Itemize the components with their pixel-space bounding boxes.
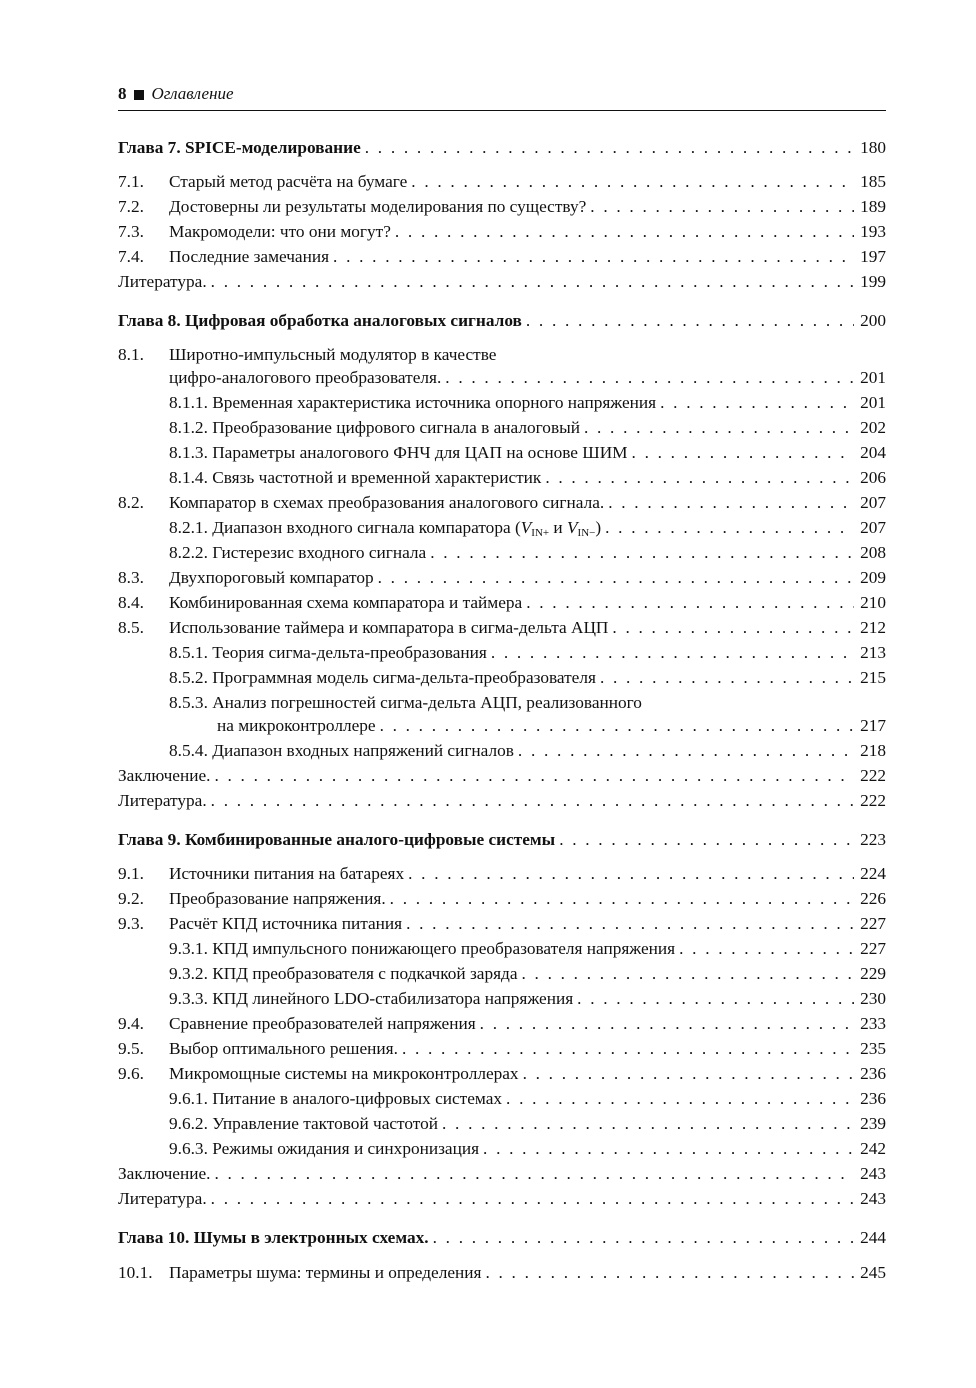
entry-line bbox=[118, 789, 886, 813]
page-number: 245 bbox=[860, 1263, 886, 1282]
dot-leader bbox=[523, 1062, 855, 1086]
entry-line bbox=[118, 270, 886, 294]
dot-leader bbox=[526, 591, 854, 615]
dot-leader bbox=[483, 1137, 854, 1161]
entry-title: Литература. bbox=[118, 791, 207, 810]
page-number: 218 bbox=[860, 741, 886, 760]
page-number: 197 bbox=[860, 247, 886, 266]
entry-line bbox=[169, 245, 886, 269]
dot-leader bbox=[605, 516, 854, 540]
entry-title: Глава 10. Шумы в электронных схемах. bbox=[118, 1228, 429, 1247]
entry-line bbox=[169, 195, 886, 219]
dot-leader bbox=[506, 1087, 854, 1111]
section-number: 7.1. bbox=[118, 172, 144, 191]
square-bullet-icon bbox=[134, 90, 144, 100]
dot-leader bbox=[600, 666, 854, 690]
entry-title: 8.1.3. Параметры аналогового ФНЧ для ЦАП на основе ШИМ bbox=[169, 443, 628, 462]
entry-line bbox=[169, 739, 886, 763]
entry-line bbox=[169, 641, 886, 665]
entry-title: 8.2.2. Гистерезис входного сигнала bbox=[169, 543, 427, 562]
dot-leader bbox=[402, 1037, 854, 1061]
page-number: 227 bbox=[860, 914, 886, 933]
toc-chapter-entry[interactable] bbox=[118, 136, 886, 160]
toc-entry[interactable] bbox=[118, 270, 886, 294]
toc-entry[interactable] bbox=[118, 170, 886, 194]
entry-line bbox=[169, 937, 886, 961]
entry-title: 8.5.4. Диапазон входных напряжений сигналов bbox=[169, 741, 514, 760]
entry-line bbox=[169, 1087, 886, 1111]
entry-title: Преобразование напряжения. bbox=[169, 889, 386, 908]
toc-entry[interactable] bbox=[118, 466, 886, 490]
entry-title: 8.1.2. Преобразование цифрового сигнала в аналоговый bbox=[169, 418, 580, 437]
entry-line bbox=[118, 764, 886, 788]
toc-entry[interactable] bbox=[118, 195, 886, 219]
entry-line bbox=[169, 591, 886, 615]
entry-title: 8.1.4. Связь частотной и временной характеристик bbox=[169, 468, 542, 487]
page-number: 200 bbox=[860, 311, 886, 330]
section-number: 9.2. bbox=[118, 889, 144, 908]
entry-line bbox=[118, 828, 886, 852]
entry-line bbox=[118, 136, 886, 160]
toc-entry[interactable] bbox=[118, 641, 886, 665]
dot-leader bbox=[590, 195, 854, 219]
entry-line bbox=[169, 366, 886, 390]
voltage-symbol: V bbox=[520, 518, 532, 537]
section-number: 10.1. bbox=[118, 1263, 153, 1282]
page-number: 236 bbox=[860, 1064, 886, 1083]
entry-line bbox=[118, 1226, 886, 1250]
page-number: 243 bbox=[860, 1164, 886, 1183]
page-number: 210 bbox=[860, 593, 886, 612]
toc-entry[interactable] bbox=[118, 1187, 886, 1211]
entry-title: Параметры шума: термины и определения bbox=[169, 1263, 482, 1282]
toc-entry[interactable] bbox=[118, 1037, 886, 1061]
toc-entry[interactable] bbox=[118, 789, 886, 813]
toc-chapter-entry[interactable] bbox=[118, 828, 886, 852]
dot-leader bbox=[378, 566, 854, 590]
entry-title: 9.6.2. Управление тактовой частотой bbox=[169, 1114, 438, 1133]
dot-leader bbox=[211, 789, 854, 813]
section-number: 9.1. bbox=[118, 864, 144, 883]
running-header bbox=[118, 84, 886, 111]
entry-title: Широтно-импульсный модулятор в качестве bbox=[169, 345, 497, 364]
toc-entry[interactable] bbox=[118, 887, 886, 911]
toc-entry[interactable] bbox=[118, 1012, 886, 1036]
page-number: 209 bbox=[860, 568, 886, 587]
entry-line bbox=[169, 1261, 886, 1285]
entry-line bbox=[169, 862, 886, 886]
dot-leader bbox=[333, 245, 854, 269]
page-number: 180 bbox=[860, 138, 886, 157]
toc-entry[interactable] bbox=[118, 862, 886, 886]
toc-entry[interactable] bbox=[118, 616, 886, 640]
entry-line bbox=[169, 441, 886, 465]
page-number: 224 bbox=[860, 864, 886, 883]
toc-entry[interactable] bbox=[118, 1162, 886, 1186]
section-number: 7.3. bbox=[118, 222, 144, 241]
section-number: 9.4. bbox=[118, 1014, 144, 1033]
dot-leader bbox=[433, 1226, 854, 1250]
page-number: 193 bbox=[860, 222, 886, 241]
entry-line bbox=[118, 1187, 886, 1211]
entry-title: Достоверны ли результаты моделирования по существу? bbox=[169, 197, 587, 216]
section-number: 7.2. bbox=[118, 197, 144, 216]
entry-title: 9.6.1. Питание в аналого-цифровых системах bbox=[169, 1089, 503, 1108]
entry-line bbox=[217, 714, 886, 738]
entry-title: Компаратор в схемах преобразования аналогового сигнала. bbox=[169, 493, 605, 512]
dot-leader bbox=[395, 220, 854, 244]
entry-title: Глава 7. SPICE-моделирование bbox=[118, 138, 361, 157]
dot-leader bbox=[632, 441, 855, 465]
entry-title: Литература. bbox=[118, 1189, 207, 1208]
entry-title: 9.3.3. КПД линейного LDO-стабилизатора напряжения bbox=[169, 989, 574, 1008]
entry-line bbox=[169, 912, 886, 936]
entry-title: 8.1.1. Временная характеристика источника опорного напряжения bbox=[169, 393, 657, 412]
header-title: Оглавление bbox=[151, 84, 234, 103]
page-number: 212 bbox=[860, 618, 886, 637]
dot-leader bbox=[411, 170, 854, 194]
toc-entry[interactable] bbox=[118, 912, 886, 936]
toc-entry[interactable] bbox=[118, 220, 886, 244]
page-number: 226 bbox=[860, 889, 886, 908]
entry-line bbox=[169, 220, 886, 244]
entry-title: 9.6.3. Режимы ожидания и синхронизация bbox=[169, 1139, 480, 1158]
page-number: 215 bbox=[860, 668, 886, 687]
dot-leader bbox=[214, 1162, 854, 1186]
entry-title: Заключение. bbox=[118, 1164, 211, 1183]
entry-title: 8.5.3. Анализ погрешностей сигма-дельта АЦП, реализованного bbox=[169, 693, 642, 712]
entry-title: цифро-аналогового преобразователя. bbox=[169, 368, 442, 387]
toc-entry[interactable] bbox=[118, 441, 886, 465]
dot-leader bbox=[485, 1261, 854, 1285]
page-number: 235 bbox=[860, 1039, 886, 1058]
dot-leader bbox=[390, 887, 854, 911]
toc-chapter-entry[interactable] bbox=[118, 1226, 886, 1250]
entry-title-part: ) bbox=[595, 518, 602, 537]
section-number: 8.1. bbox=[118, 345, 144, 364]
page-number: 202 bbox=[860, 418, 886, 437]
entry-line bbox=[169, 1112, 886, 1136]
entry-title: 9.3.2. КПД преобразователя с подкачкой заряда bbox=[169, 964, 518, 983]
voltage-subscript: IN+ bbox=[531, 527, 550, 539]
dot-leader bbox=[518, 739, 854, 763]
toc-entry[interactable] bbox=[118, 764, 886, 788]
section-number: 9.3. bbox=[118, 914, 144, 933]
entry-line bbox=[169, 1037, 886, 1061]
entry-line bbox=[169, 391, 886, 415]
entry-title-part: и bbox=[549, 518, 567, 537]
entry-line bbox=[169, 1062, 886, 1086]
page-number: 227 bbox=[860, 939, 886, 958]
page-number: 222 bbox=[860, 766, 886, 785]
page-number: 213 bbox=[860, 643, 886, 662]
toc-entry[interactable] bbox=[118, 1062, 886, 1086]
page-number: 204 bbox=[860, 443, 886, 462]
dot-leader bbox=[442, 1112, 854, 1136]
page-number: 199 bbox=[860, 272, 886, 291]
page-number: 239 bbox=[860, 1114, 886, 1133]
entry-title: Микромощные системы на микроконтроллерах bbox=[169, 1064, 519, 1083]
toc-entry[interactable] bbox=[118, 416, 886, 440]
header-page-number: 8 bbox=[118, 84, 127, 103]
dot-leader bbox=[608, 491, 854, 515]
page-number: 230 bbox=[860, 989, 886, 1008]
toc-entry[interactable] bbox=[118, 1137, 886, 1161]
page-number: 201 bbox=[860, 368, 886, 387]
section-number: 9.5. bbox=[118, 1039, 144, 1058]
toc-entry[interactable] bbox=[118, 987, 886, 1011]
entry-title: Глава 8. Цифровая обработка аналоговых сигналов bbox=[118, 311, 522, 330]
entry-line bbox=[169, 541, 886, 565]
dot-leader bbox=[584, 416, 854, 440]
entry-line bbox=[169, 466, 886, 490]
page-number: 207 bbox=[860, 518, 886, 537]
dot-leader bbox=[559, 828, 854, 852]
entry-title: Старый метод расчёта на бумаге bbox=[169, 172, 408, 191]
entry-title: Заключение. bbox=[118, 766, 211, 785]
toc-entry[interactable] bbox=[118, 343, 886, 367]
toc-entry[interactable] bbox=[118, 691, 886, 715]
voltage-subscript: IN− bbox=[577, 527, 596, 539]
dot-leader bbox=[545, 466, 854, 490]
dot-leader bbox=[612, 616, 854, 640]
dot-leader bbox=[660, 391, 854, 415]
dot-leader bbox=[526, 309, 854, 333]
entry-line bbox=[118, 1162, 886, 1186]
dot-leader bbox=[430, 541, 854, 565]
toc-entry[interactable] bbox=[118, 962, 886, 986]
entry-title-part: 8.2.1. Диапазон входного сигнала компаратора ( bbox=[169, 518, 521, 537]
entry-line bbox=[169, 566, 886, 590]
toc-chapter-entry[interactable] bbox=[118, 309, 886, 333]
section-number: 8.2. bbox=[118, 493, 144, 512]
page-number: 223 bbox=[860, 830, 886, 849]
toc-entry[interactable] bbox=[118, 566, 886, 590]
section-number: 8.5. bbox=[118, 618, 144, 637]
entry-title: Источники питания на батареях bbox=[169, 864, 405, 883]
dot-leader bbox=[211, 1187, 854, 1211]
entry-title: Использование таймера и компаратора в сигма-дельта АЦП bbox=[169, 618, 609, 637]
page-number: 242 bbox=[860, 1139, 886, 1158]
page-number: 222 bbox=[860, 791, 886, 810]
entry-title: Расчёт КПД источника питания bbox=[169, 914, 403, 933]
entry-line bbox=[169, 616, 886, 640]
entry-title: Комбинированная схема компаратора и таймера bbox=[169, 593, 523, 612]
entry-line bbox=[169, 170, 886, 194]
entry-line bbox=[169, 416, 886, 440]
page-number: 244 bbox=[860, 1228, 886, 1247]
page-number: 243 bbox=[860, 1189, 886, 1208]
dot-leader bbox=[365, 136, 854, 160]
dot-leader bbox=[480, 1012, 854, 1036]
entry-title: Литература. bbox=[118, 272, 207, 291]
toc-entry[interactable] bbox=[118, 491, 886, 515]
dot-leader bbox=[491, 641, 854, 665]
dot-leader bbox=[445, 366, 854, 390]
dot-leader bbox=[522, 962, 855, 986]
page-number: 189 bbox=[860, 197, 886, 216]
toc-entry[interactable] bbox=[118, 739, 886, 763]
section-number: 8.4. bbox=[118, 593, 144, 612]
entry-line bbox=[169, 666, 886, 690]
toc-entry[interactable] bbox=[118, 591, 886, 615]
section-number: 7.4. bbox=[118, 247, 144, 266]
entry-title: 9.3.1. КПД импульсного понижающего преобразователя напряжения bbox=[169, 939, 676, 958]
section-number: 9.6. bbox=[118, 1064, 144, 1083]
entry-title: Сравнение преобразователей напряжения bbox=[169, 1014, 476, 1033]
entry-line bbox=[169, 962, 886, 986]
dot-leader bbox=[679, 937, 854, 961]
toc-entry[interactable] bbox=[118, 937, 886, 961]
toc-entry[interactable] bbox=[118, 1112, 886, 1136]
toc-entry[interactable] bbox=[118, 541, 886, 565]
entry-title: Последние замечания bbox=[169, 247, 330, 266]
entry-line bbox=[169, 491, 886, 515]
dot-leader bbox=[211, 270, 854, 294]
dot-leader bbox=[408, 862, 854, 886]
section-number: 8.3. bbox=[118, 568, 144, 587]
toc-entry[interactable] bbox=[118, 391, 886, 415]
entry-line bbox=[169, 1137, 886, 1161]
entry-title: Выбор оптимального решения. bbox=[169, 1039, 398, 1058]
entry-title: Двухпороговый компаратор bbox=[169, 568, 374, 587]
entry-line bbox=[169, 1012, 886, 1036]
page-number: 236 bbox=[860, 1089, 886, 1108]
entry-line bbox=[169, 987, 886, 1011]
entry-line bbox=[169, 343, 886, 367]
page-number: 233 bbox=[860, 1014, 886, 1033]
page-number: 217 bbox=[860, 716, 886, 735]
toc-entry[interactable] bbox=[118, 1261, 886, 1285]
entry-title: Макромодели: что они могут? bbox=[169, 222, 391, 241]
page-number: 206 bbox=[860, 468, 886, 487]
toc-entry[interactable] bbox=[118, 516, 886, 540]
page-number: 201 bbox=[860, 393, 886, 412]
page-number: 208 bbox=[860, 543, 886, 562]
page-number: 229 bbox=[860, 964, 886, 983]
page-number: 185 bbox=[860, 172, 886, 191]
entry-title: 8.5.2. Программная модель сигма-дельта-преобразователя bbox=[169, 668, 596, 687]
entry-title: на микроконтроллере bbox=[217, 716, 376, 735]
dot-leader bbox=[406, 912, 854, 936]
toc-entry[interactable] bbox=[118, 1087, 886, 1111]
voltage-symbol: V bbox=[566, 518, 578, 537]
entry-line bbox=[118, 309, 886, 333]
toc-entry[interactable] bbox=[118, 714, 886, 738]
page-number: 207 bbox=[860, 493, 886, 512]
entry-line bbox=[169, 691, 886, 715]
dot-leader bbox=[380, 714, 855, 738]
dot-leader bbox=[577, 987, 854, 1011]
toc-entry[interactable] bbox=[118, 666, 886, 690]
entry-title: 8.5.1. Теория сигма-дельта-преобразования bbox=[169, 643, 487, 662]
toc-entry[interactable] bbox=[118, 366, 886, 390]
dot-leader bbox=[214, 764, 854, 788]
entry-title: Глава 9. Комбинированные аналого-цифровые системы bbox=[118, 830, 556, 849]
toc-entry[interactable] bbox=[118, 245, 886, 269]
entry-line bbox=[169, 887, 886, 911]
